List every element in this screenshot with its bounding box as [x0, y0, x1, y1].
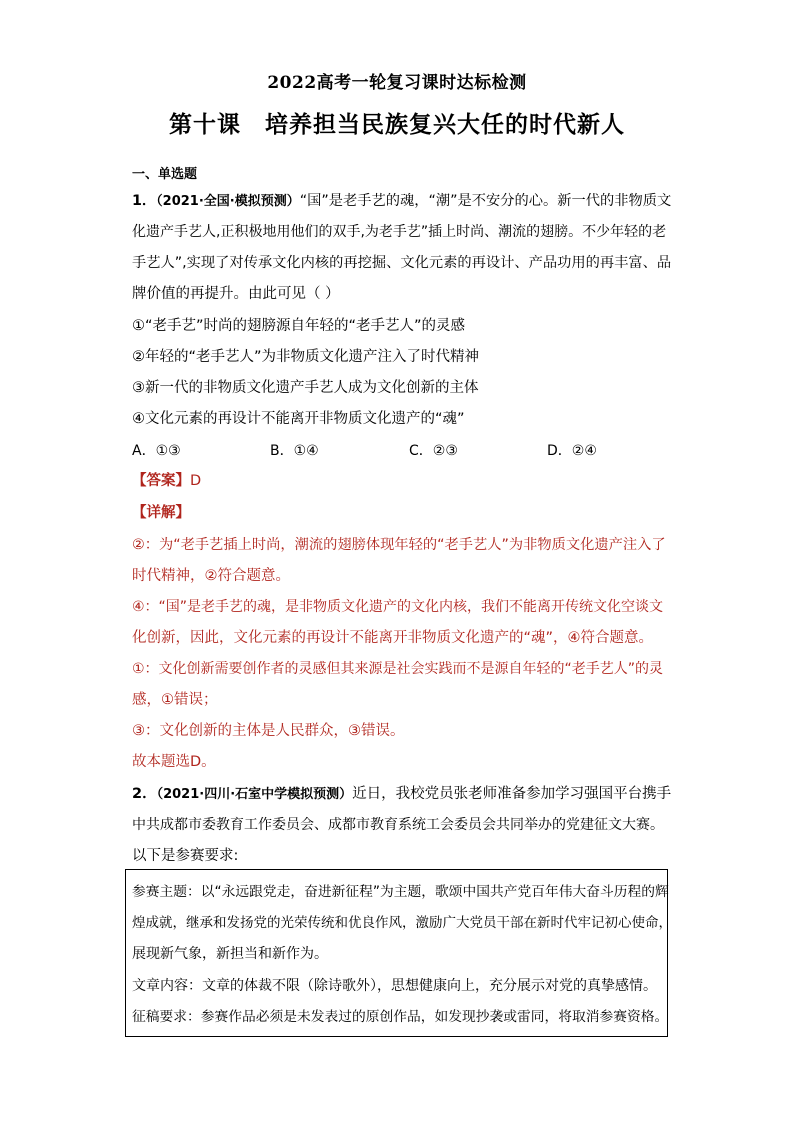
q2-line-1 — [132, 784, 671, 805]
q1-statement-1: ①“老手艺”时尚的翅膀源自年轻的“老手艺人”的灵感 — [132, 318, 466, 334]
explain-line-4: 化创新，因此，文化元素的再设计不能离开非物质文化遗产的“魂”，④符合题意。 — [132, 630, 654, 646]
explain-line-5: ①：文化创新需要创作者的灵感但其来源是社会实践而不是源自年轻的“老手艺人”的灵 — [132, 661, 664, 677]
q1-statement-4: ④文化元素的再设计不能离开非物质文化遗产的“魂” — [132, 411, 465, 427]
explain-label: 【详解】 — [132, 505, 190, 521]
box-line-3: 展现新气象，新担当和新作为。 — [132, 946, 328, 962]
answer-value: D — [190, 473, 202, 489]
explain-line-7: ③：文化创新的主体是人民群众，③错误。 — [132, 723, 405, 739]
box-line-5: 征稿要求：参赛作品必须是未发表过的原创作品，如发现抄袭或雷同，将取消参赛资格。 — [132, 1009, 669, 1025]
explain-line-2: 时代精神，②符合题意。 — [132, 568, 290, 584]
document-title: 2022高考一轮复习课时达标检测 — [267, 73, 527, 93]
lesson-title: 第十课 培养担当民族复兴大任的时代新人 — [169, 111, 625, 138]
q1-source: （2021·全国·模拟预测） — [156, 194, 300, 209]
q1-line-3: 手艺人”,实现了对传承文化内核的再挖掘、文化元素的再设计、产品功用的再丰富、品 — [132, 255, 672, 271]
conclusion: 故本题选D。 — [132, 754, 216, 770]
q1-statement-3: ③新一代的非物质文化遗产手艺人成为文化创新的主体 — [132, 380, 479, 396]
q1-option-c: C．②③ — [409, 443, 458, 459]
q1-answer — [132, 471, 201, 491]
q2-number: 2． — [132, 786, 157, 802]
q1-option-a: A．①③ — [132, 443, 181, 459]
q2-line-2: 中共成都市委教育工作委员会、成都市教育系统工会委员会共同举办的党建征文大赛。 — [132, 817, 664, 833]
q1-option-b: B．①④ — [270, 443, 319, 459]
explain-line-6: 感，①错误； — [132, 692, 218, 708]
explain-line-1: ②：为“老手艺插上时尚，潮流的翅膀体现年轻的“老手艺人”为非物质文化遗产注入了 — [132, 537, 666, 553]
q2-text-1: 近日，我校党员张老师准备参加学习强国平台携手 — [352, 786, 672, 802]
q1-text-1: “国”是老手艺的魂，“潮”是不安分的心。新一代的非物质文 — [299, 193, 672, 209]
q1-option-d: D．②④ — [547, 443, 597, 459]
q1-line-2: 化遗产手艺人,正积极地用他们的双手,为老手艺”插上时尚、潮流的翅膀。不少年轻的老 — [132, 224, 667, 240]
q1-line-4: 牌价值的再提升。由此可见（ ） — [132, 286, 340, 302]
answer-label: 【答案】 — [132, 473, 190, 489]
explain-line-3: ④：“国”是老手艺的魂，是非物质文化遗产的文化内核，我们不能离开传统文化空谈文 — [132, 599, 664, 615]
q1-statement-2: ②年轻的“老手艺人”为非物质文化遗产注入了时代精神 — [132, 349, 480, 365]
q2-line-3: 以下是参赛要求: — [132, 848, 239, 864]
box-line-1: 参赛主题：以“永远跟党走，奋进新征程”为主题，歌颂中国共产党百年伟大奋斗历程的辉 — [132, 884, 669, 900]
q2-source: （2021·四川·石室中学模拟预测） — [156, 787, 353, 802]
box-line-2: 煌成就，继承和发扬党的光荣传统和优良作风，激励广大党员干部在新时代牢记初心使命， — [132, 915, 672, 931]
q1-line-1 — [132, 191, 671, 212]
section-heading: 一、单选题 — [132, 167, 198, 182]
q1-number: 1． — [132, 193, 157, 209]
box-line-4: 文章内容：文章的体裁不限（除诗歌外），思想健康向上，充分展示对党的真挚感情。 — [132, 978, 657, 994]
